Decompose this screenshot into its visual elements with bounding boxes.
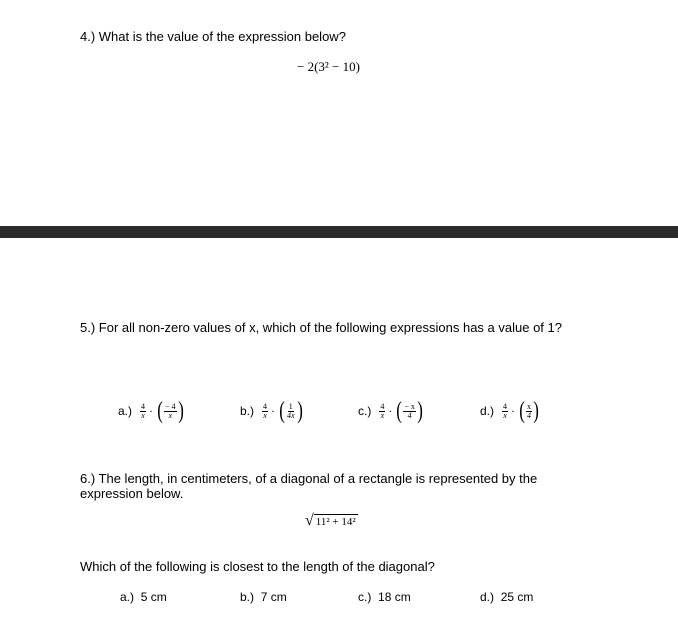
left-paren: ( (519, 398, 525, 424)
q5-choice-d[interactable] (480, 396, 540, 426)
choice-label: a.) (118, 404, 133, 418)
answer-label: c.) (358, 590, 372, 604)
section-divider (0, 226, 678, 238)
fraction: $\frac{4}{x}$ (380, 401, 385, 420)
answer-label: b.) (240, 590, 255, 604)
q5-choice-b[interactable] (240, 396, 304, 426)
multiply-dot: · (388, 403, 393, 418)
answer-label: a.) (120, 590, 135, 604)
question-6-followup: Which of the following is closest to the length of the diagonal? (80, 559, 435, 574)
question-4-text: 4.) What is the value of the expression below? (80, 29, 346, 44)
fraction: $\frac{- 4}{x}$ (165, 401, 176, 420)
q5-choice-a[interactable] (118, 396, 185, 426)
fraction: $\frac{- x}{4}$ (404, 401, 415, 420)
q6-answer-a[interactable] (120, 590, 167, 604)
fraction: $\frac{4}{x}$ (263, 401, 268, 420)
fraction: $\frac{4}{x}$ (503, 401, 508, 420)
question-6-radical (305, 513, 358, 529)
answer-value: 7 cm (260, 590, 287, 604)
choice-label: c.) (358, 404, 372, 418)
right-paren: ) (417, 398, 423, 424)
choice-label: d.) (480, 404, 495, 418)
question-4-expression: − 2(3² − 10) (297, 59, 360, 74)
multiply-dot: · (511, 403, 516, 418)
multiply-dot: · (149, 403, 154, 418)
q6-answer-c[interactable] (358, 590, 411, 604)
left-paren: ( (157, 398, 163, 424)
choice-label: b.) (240, 404, 255, 418)
right-paren: ) (296, 398, 303, 424)
question-5-text: 5.) For all non-zero values of x, which of the following expressions has a value of 1? (80, 320, 562, 335)
question-6-line-2: expression below. (80, 486, 184, 501)
left-paren: ( (279, 398, 285, 424)
fraction: $\frac{1}{4x}$ (287, 401, 295, 420)
multiply-dot: · (271, 403, 276, 418)
right-paren: ) (177, 398, 184, 424)
q5-choice-c[interactable] (358, 396, 424, 426)
left-paren: ( (396, 398, 403, 424)
right-paren: ) (533, 398, 539, 424)
fraction: $\frac{4}{x}$ (141, 401, 146, 420)
q6-answer-d[interactable] (480, 590, 533, 604)
fraction: $\frac{x}{4}$ (527, 401, 532, 420)
question-6-line-1: 6.) The length, in centimeters, of a diagonal of a rectangle is represented by the (80, 471, 538, 486)
answer-value: 25 cm (500, 590, 534, 604)
answer-label: d.) (480, 590, 495, 604)
q6-answer-b[interactable] (240, 590, 287, 604)
question-6-text (80, 471, 537, 501)
answer-value: 5 cm (140, 590, 167, 604)
radicand: 11² + 14² (315, 516, 356, 528)
answer-value: 18 cm (378, 590, 411, 604)
sqrt-icon: √ (305, 512, 314, 529)
